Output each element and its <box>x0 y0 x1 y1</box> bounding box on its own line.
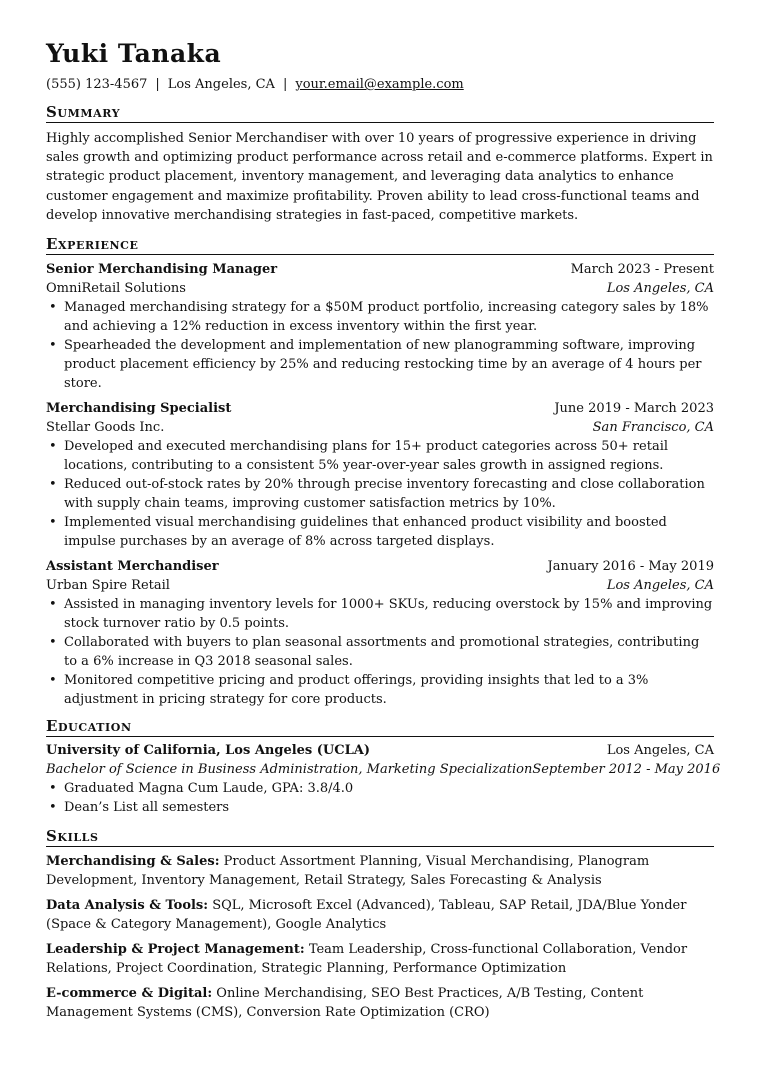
section-title-summary: Summary <box>46 103 714 123</box>
degree-name: Bachelor of Science in Business Administration, Marketing Specialization <box>46 762 533 778</box>
summary-text: Highly accomplished Senior Merchandiser with over 10 years of progressive experience in driving sales growth and optimizing product performance across retail and e-commerce platforms. Expert in strategic product placement, inventory management, and leveraging data analytics to enhance customer engagement and maximize profitability. Proven ability to lead cross-functional teams and develop innovative merchandising strategies in fast-paced, competitive markets. <box>46 131 713 223</box>
job-location: Los Angeles, CA <box>606 281 714 297</box>
skill-group <box>46 984 714 1022</box>
job-bullets <box>46 595 714 709</box>
job-location: Los Angeles, CA <box>606 578 714 594</box>
skill-category: Leadership & Project Management: <box>46 942 305 958</box>
section-title-skills: Skills <box>46 827 714 847</box>
job-entry <box>46 260 714 393</box>
section-title-education: Education <box>46 717 714 737</box>
bullet-item: • Monitored competitive pricing and product offerings, providing insights that led to a 3% adjustment in pricing strategy for core products. <box>46 671 714 709</box>
bullet-item: • Assisted in managing inventory levels for 1000+ SKUs, reducing overstock by 15% and improving stock turnover ratio by 0.5 points. <box>46 595 714 633</box>
job-bullets <box>46 437 714 551</box>
bullet-item: • Dean’s List all semesters <box>46 798 714 817</box>
experience-section <box>46 235 714 709</box>
bullet-item: • Implemented visual merchandising guidelines that enhanced product visibility and boosted impulse purchases by an average of 8% across targeted displays. <box>46 513 714 551</box>
job-title: Senior Merchandising Manager <box>46 262 278 278</box>
education-entry <box>46 741 721 817</box>
bullet-item: • Reduced out-of-stock rates by 20% through precise inventory forecasting and close collaboration with supply chain teams, improving customer satisfaction metrics by 10%. <box>46 475 714 513</box>
email-link[interactable]: your.email@example.com <box>295 77 464 92</box>
skill-category: Data Analysis & Tools: <box>46 898 209 914</box>
contact-line <box>46 76 714 93</box>
education-bullets <box>46 779 714 817</box>
company-name: Stellar Goods Inc. <box>46 420 165 436</box>
candidate-name: Yuki Tanaka <box>46 39 222 68</box>
company-name: Urban Spire Retail <box>46 578 170 594</box>
job-location: San Francisco, CA <box>592 420 714 436</box>
company-name: OmniRetail Solutions <box>46 281 186 297</box>
job-dates: January 2016 - May 2019 <box>547 559 714 575</box>
skill-group <box>46 896 714 934</box>
skills-list <box>46 852 714 1022</box>
skill-category: Merchandising & Sales: <box>46 854 220 870</box>
summary-section <box>46 103 714 225</box>
skill-group <box>46 852 714 890</box>
skill-details: SQL, Microsoft Excel (Advanced), Tableau, SAP Retail, JDA/Blue Yonder (Space & Category Management), Google Analytics <box>46 898 687 933</box>
skill-group <box>46 940 714 978</box>
bullet-item: • Developed and executed merchandising plans for 15+ product categories across 50+ retail locations, contributing to a consistent 5% year-over-year sales growth in assigned regions. <box>46 437 714 475</box>
job-title: Merchandising Specialist <box>46 401 232 417</box>
job-entry <box>46 557 714 709</box>
bullet-item: • Collaborated with buyers to plan seasonal assortments and promotional strategies, contributing to a 6% increase in Q3 2018 seasonal sales. <box>46 633 714 671</box>
section-title-experience: Experience <box>46 235 714 255</box>
phone-number: (555) 123-4567 <box>46 77 148 92</box>
bullet-item: • Graduated Magna Cum Laude, GPA: 3.8/4.0 <box>46 779 714 798</box>
contact-separator: | <box>155 77 160 92</box>
contact-separator: | <box>282 77 288 92</box>
skill-category: E-commerce & Digital: <box>46 986 213 1002</box>
bullet-item: • Spearheaded the development and implementation of new planogramming software, improving product placement efficiency by 25% and reducing restocking time by an average of 4 hours per store. <box>46 336 714 393</box>
job-dates: March 2023 - Present <box>570 262 714 278</box>
bullet-item: • Managed merchandising strategy for a $50M product portfolio, increasing category sales by 18% and achieving a 12% reduction in excess inventory within the first year. <box>46 298 714 336</box>
job-bullets <box>46 298 714 393</box>
skills-section <box>46 827 714 1022</box>
job-dates: June 2019 - March 2023 <box>554 401 714 417</box>
contact-location: Los Angeles, CA <box>167 77 275 92</box>
skill-details: Product Assortment Planning, Visual Merchandising, Planogram Development, Inventory Management, Retail Strategy, Sales Forecasting & Analysis <box>46 854 650 889</box>
school-name: University of California, Los Angeles (UCLA) <box>46 743 370 759</box>
skill-details: Team Leadership, Cross-functional Collaboration, Vendor Relations, Project Coordination, Strategic Planning, Performance Optimization <box>46 942 688 977</box>
school-location: Los Angeles, CA <box>606 743 714 759</box>
education-dates: September 2012 - May 2016 <box>532 762 721 778</box>
job-title: Assistant Merchandiser <box>46 559 219 575</box>
education-section <box>46 717 721 817</box>
skill-details: Online Merchandising, SEO Best Practices, A/B Testing, Content Management Systems (CMS), Conversion Rate Optimization (CRO) <box>46 986 644 1021</box>
job-entry <box>46 399 714 551</box>
